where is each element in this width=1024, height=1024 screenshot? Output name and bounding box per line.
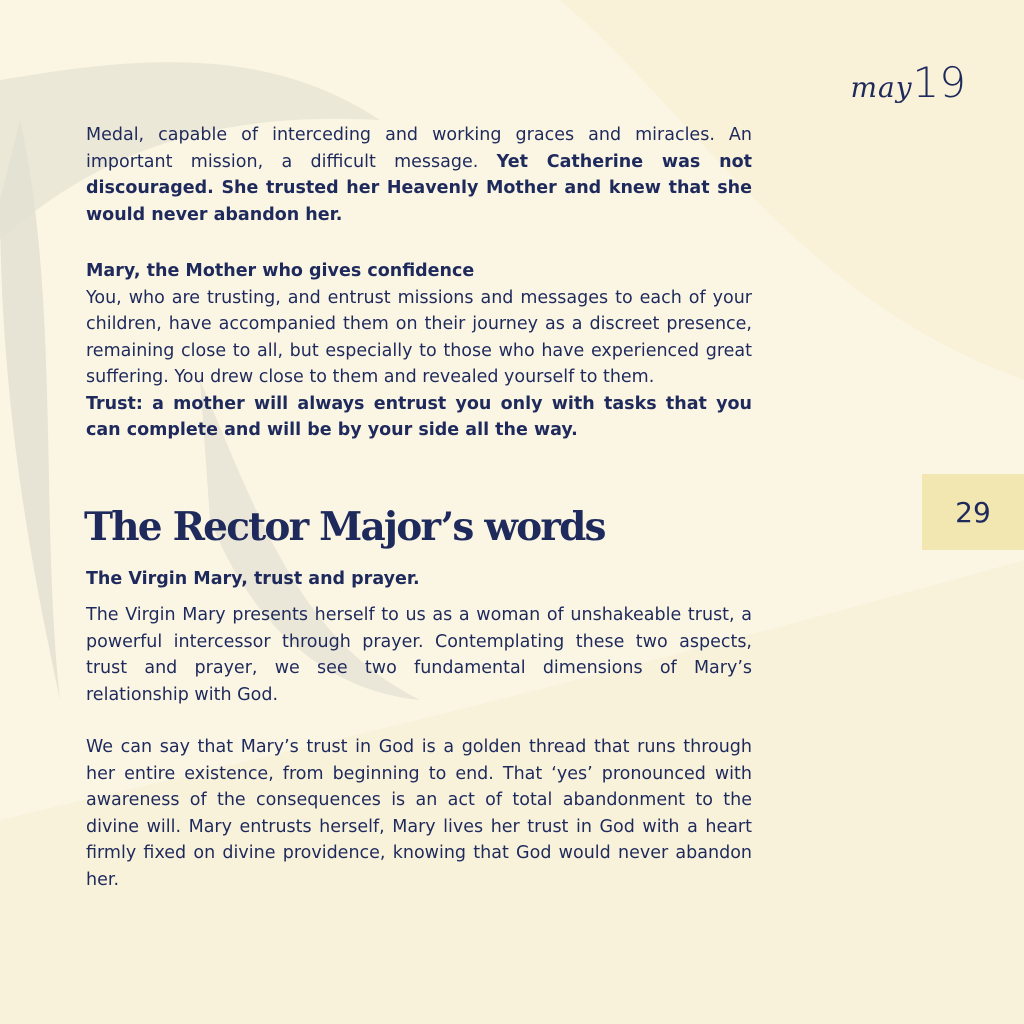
mary-section-title: Mary, the Mother who gives confidence bbox=[86, 261, 475, 281]
month-label: may bbox=[850, 71, 913, 104]
intro-bold-text: Yet Catherine was not discouraged. She trusted her Heavenly Mother and knew that she would never abandon her. bbox=[86, 151, 752, 225]
rector-subheading-block bbox=[86, 566, 752, 593]
mary-section bbox=[86, 258, 752, 444]
mary-section-bold: Trust: a mother will always entrust you only with tasks that you can complete and will be by your side all the way. bbox=[86, 393, 752, 440]
intro-section bbox=[86, 122, 752, 228]
day-number: 19 bbox=[912, 58, 966, 107]
rector-body bbox=[86, 602, 752, 893]
rector-heading: The Rector Major’s words bbox=[84, 504, 605, 550]
mary-section-body: You, who are trusting, and entrust missions and messages to each of your children, have accompanied them on their journey as a discreet presence, remaining close to all, but especially to those who have experienced great suffering. You drew close to them and revealed yourself to them. bbox=[86, 287, 752, 387]
page-number-tab bbox=[922, 474, 1024, 550]
rector-subheading: The Virgin Mary, trust and prayer. bbox=[86, 569, 420, 589]
rector-paragraph-1: The Virgin Mary presents herself to us as a woman of unshakeable trust, a powerful intercessor through prayer. Contemplating these two aspects, trust and prayer, we see two fundamental dimensions of Mary’s relationship with God. bbox=[86, 605, 752, 705]
date-header bbox=[850, 58, 966, 107]
page-number: 29 bbox=[955, 495, 991, 529]
intro-paragraph bbox=[86, 122, 752, 228]
rector-paragraph-2: We can say that Mary’s trust in God is a golden thread that runs through her entire existence, from beginning to end. That ‘yes’ pronounced with awareness of the consequences is an act of total abandonment to the divine will. Mary entrusts herself, Mary lives her trust in God with a heart firmly fixed on divine providence, knowing that God would never abandon her. bbox=[86, 737, 752, 890]
intro-text: Medal, capable of interceding and working graces and miracles. An important mission, a difficult message. bbox=[86, 125, 752, 172]
